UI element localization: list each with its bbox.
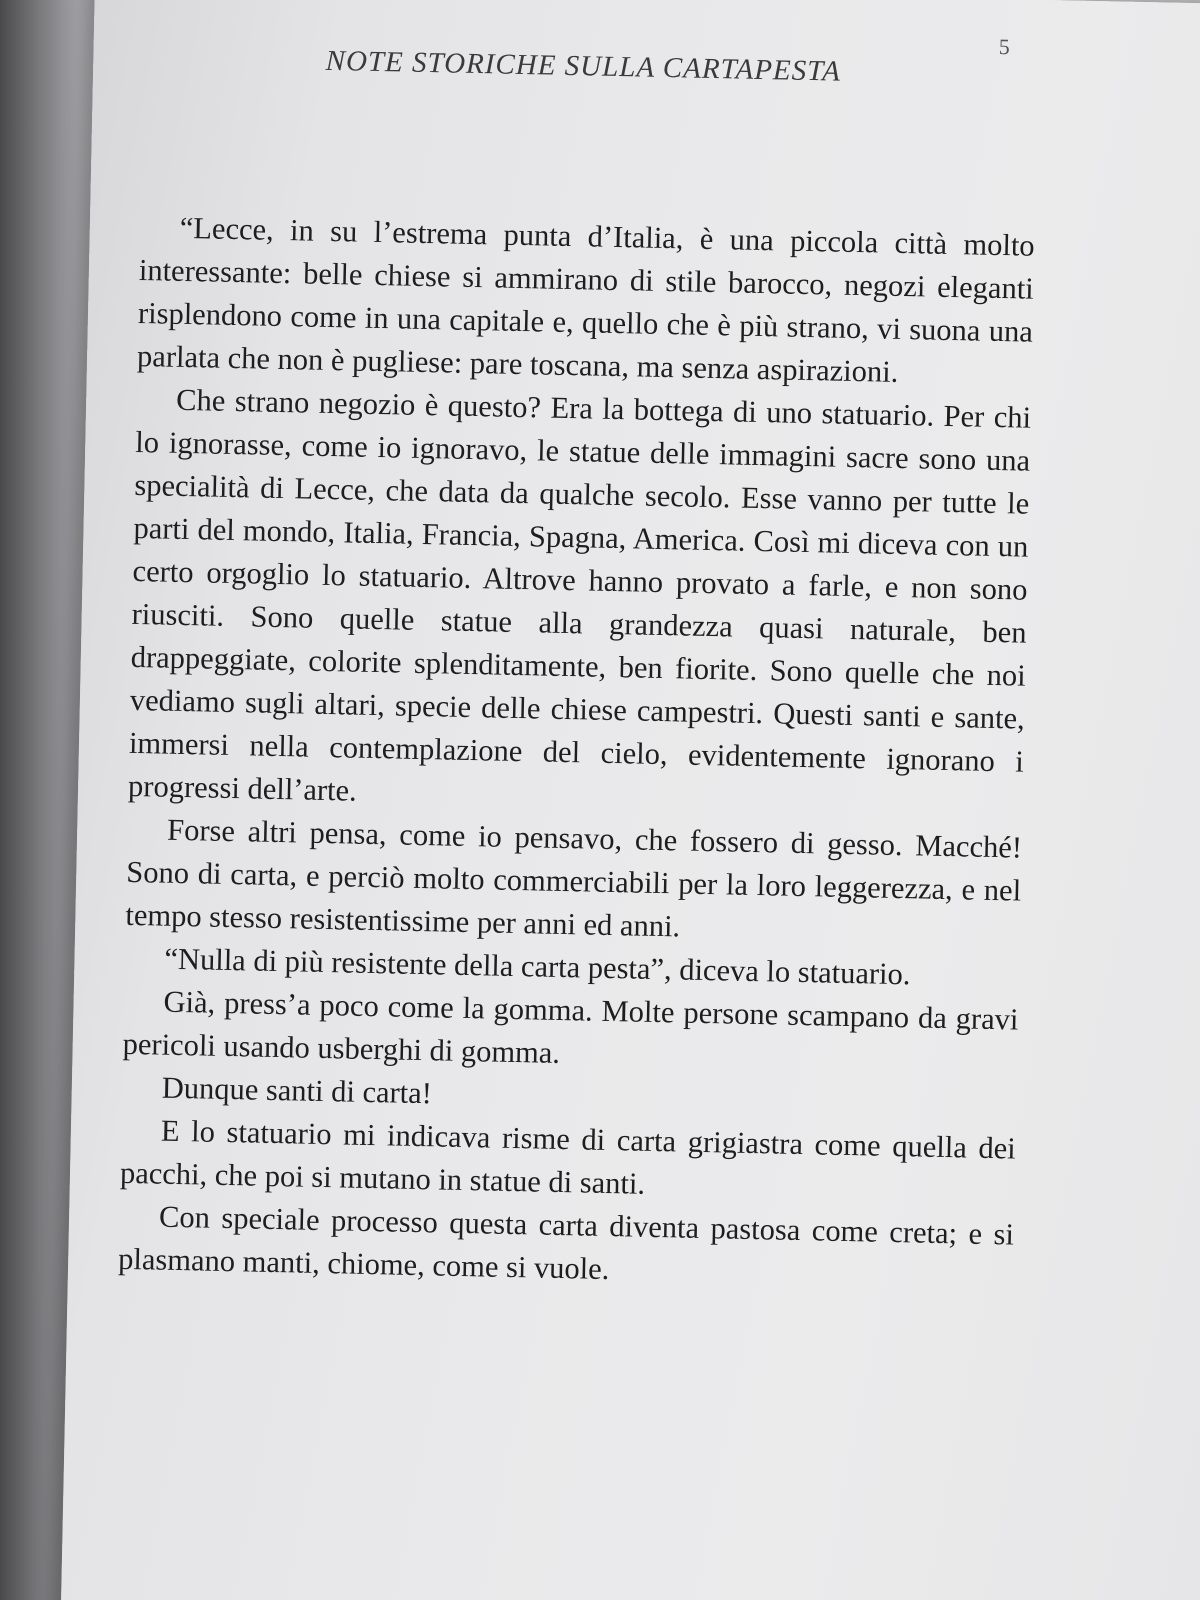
paragraph-4: “Nulla di più resistente della carta pesta”, diceva lo statuario. [164, 941, 911, 992]
paragraph-3: Forse altri pensa, come io pensavo, che fossero di gesso. Macché! Sono di carta, e perciò molto commerciabili per la loro leggerezza, e nel tempo stesso resistentissime per anni ed anni. [125, 812, 1023, 944]
paragraph-2: Che strano negozio è questo? Era la bottega di uno statuario. Per chi lo ignorasse, come io ignoravo, le statue delle immagini sacre sono una specialità di Lecce, che data da qualche secolo. Esse vanno per tutte le parti del mondo, Italia, Francia, Spagna, America. Così mi diceva con un certo orgoglio lo statuario. Altrove hanno provato a farle, e non sono riusciti. Sono quelle statue alla grandezza quasi naturale, ben drappeggiate, colorite splenditamente, ben fiorite. Sono quelle che noi vediamo sugli altari, specie delle chiese campestri. Questi santi e sante, immersi nella contemplazione del cielo, evidentemente ignorano i progressi dell’arte. [127, 382, 1032, 808]
running-head: NOTE STORICHE SULLA CARTAPESTA [325, 44, 842, 88]
paragraph-5: Già, press’a poco come la gomma. Molte persone scampano da gravi pericoli usando usberghi di gomma. [122, 984, 1019, 1070]
paragraph-8: Con speciale processo questa carta diventa pastosa come creta; e si plasmano manti, chiome, come si vuole. [117, 1199, 1015, 1287]
page-number: 5 [998, 33, 1011, 60]
book-page [60, 0, 1200, 1600]
paragraph-1: “Lecce, in su l’estrema punta d’Italia, è una piccola città molto interessante: belle chiese si ammirano di stile barocco, negozi eleganti risplendono come in una capitale e, quello che è più strano, vi suona una parlata che non è pugliese: pare toscana, ma senza aspirazioni. [136, 210, 1035, 389]
paragraph-6: Dunque santi di carta! [161, 1070, 433, 1111]
body-text [118, 206, 1035, 1300]
paragraph-7: E lo statuario mi indicava risme di carta grigiastra come quella dei pacchi, che poi si mutano in statue di santi. [119, 1113, 1017, 1201]
